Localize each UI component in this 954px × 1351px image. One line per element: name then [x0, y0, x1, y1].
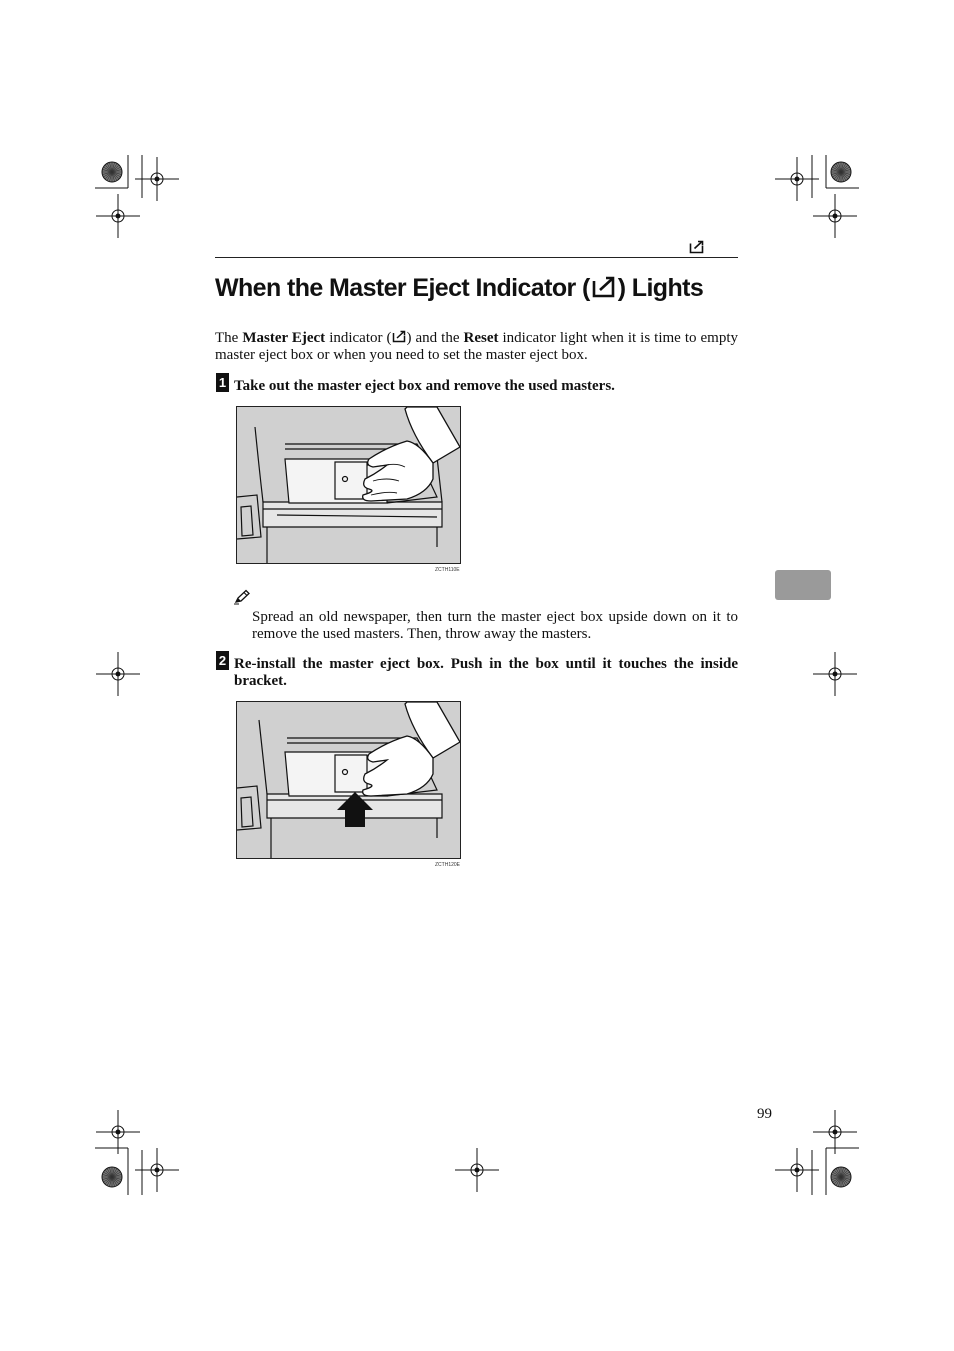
header-rule — [215, 257, 738, 258]
step-1-text: Take out the master eject box and remove the used masters. — [234, 378, 615, 394]
note-text: Spread an old newspaper, then turn the master eject box upside down on it to remove the used masters. Then, throw away the masters. — [252, 609, 738, 642]
title-text-end: ) Lights — [617, 274, 704, 302]
master-eject-icon — [689, 240, 705, 254]
step-2-text: Re-install the master eject box. Push in the box until it touches the inside bracket. — [234, 656, 738, 689]
step-number-2: 2 — [216, 651, 229, 670]
figure-code-1: ZCTH110E — [435, 567, 460, 573]
figure-code-2: ZCTH120E — [435, 862, 461, 868]
master-eject-icon — [392, 330, 407, 343]
step-number-1: 1 — [216, 373, 229, 392]
figure-remove-eject-box — [236, 406, 461, 564]
intro-paragraph: The Master Eject indicator ( ) and the Reset indicator light when it is time to empty master eject box or when you need to set the master eject box. — [215, 330, 738, 363]
pencil-note-icon — [233, 589, 251, 605]
master-eject-label: Master Eject — [242, 330, 326, 346]
chapter-side-tab — [775, 570, 831, 600]
page-title — [215, 274, 703, 303]
figure-reinstall-eject-box — [236, 701, 461, 859]
master-eject-icon — [591, 275, 617, 299]
page-number: 99 — [757, 1106, 772, 1122]
title-text-start: When the Master Eject Indicator ( — [215, 274, 590, 302]
reset-label: Reset — [463, 330, 499, 346]
